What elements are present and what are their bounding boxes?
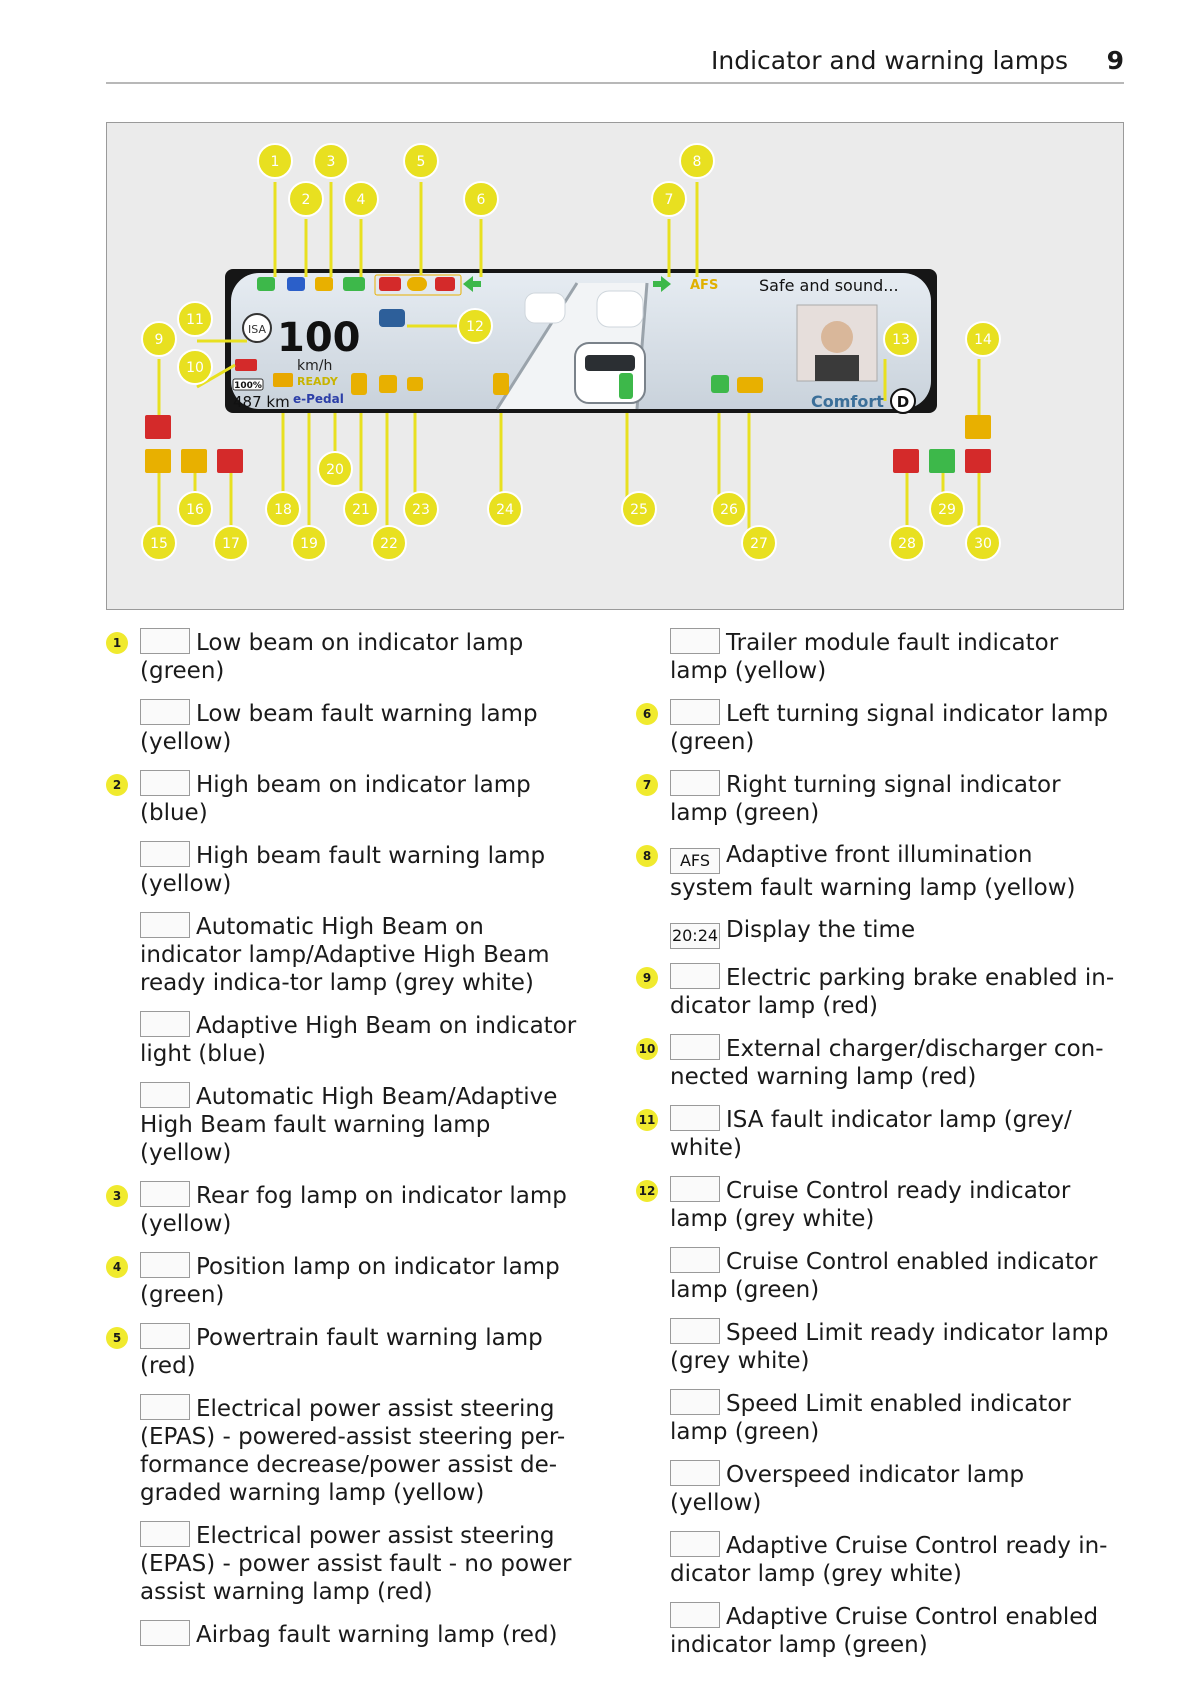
callout-6 xyxy=(464,182,498,216)
lamp-24 xyxy=(493,373,509,395)
legend-entry xyxy=(106,1252,586,1309)
callout-label: 20 xyxy=(326,462,344,478)
legend-text: ISA fault indicator lamp (grey/ white) xyxy=(670,1107,1072,1161)
callout-27 xyxy=(742,526,776,560)
legend-number-badge: 11 xyxy=(636,1109,658,1131)
lamp-25 xyxy=(619,373,633,399)
legend-text: Right turning signal indicator lamp (green) xyxy=(670,772,1061,826)
legend-text: Display the time xyxy=(726,917,916,943)
legend-entry xyxy=(106,841,586,898)
callout-15 xyxy=(142,526,176,560)
callout-label: 1 xyxy=(270,154,280,170)
own-car-icon xyxy=(575,343,645,403)
epas-warning-icon xyxy=(140,1394,190,1420)
lamp-22 xyxy=(379,375,397,393)
legend-entry xyxy=(106,912,586,997)
callout-label: 23 xyxy=(412,502,430,518)
legend-number-badge: 8 xyxy=(636,845,658,867)
callout-label: 8 xyxy=(692,154,702,170)
auto-high-beam-icon xyxy=(140,912,190,938)
callout-label: 9 xyxy=(154,332,164,348)
page-number: 9 xyxy=(1106,46,1124,75)
legend-text: Automatic High Beam on indicator lamp/Adaptive High Beam ready indica-tor lamp (grey white) xyxy=(140,914,550,996)
callout-18 xyxy=(266,492,300,526)
callout-20 xyxy=(318,452,352,486)
overspeed-icon xyxy=(670,1460,720,1486)
epas-fault-icon xyxy=(140,1521,190,1547)
lamp-30 xyxy=(965,449,991,473)
callout-label: 19 xyxy=(300,536,318,552)
legend-text: Cruise Control ready indicator lamp (grey white) xyxy=(670,1178,1071,1232)
legend-entry xyxy=(106,1082,586,1167)
callout-9 xyxy=(142,322,176,356)
legend-text: Adaptive High Beam on indicator light (blue) xyxy=(140,1013,577,1067)
callout-16 xyxy=(178,492,212,526)
legend-number-badge: 2 xyxy=(106,774,128,796)
isa-label: ISA xyxy=(248,323,266,336)
cluster-message: Safe and sound... xyxy=(759,276,899,295)
legend-number-badge: 9 xyxy=(636,967,658,989)
legend-entry xyxy=(106,770,586,827)
callout-4 xyxy=(344,182,378,216)
clock-icon: 20:24 xyxy=(670,923,720,949)
lamp-28 xyxy=(893,449,919,473)
callout-7 xyxy=(652,182,686,216)
high-beam-icon xyxy=(140,770,190,796)
callout-29 xyxy=(930,492,964,526)
callout-label: 6 xyxy=(476,192,486,208)
acc-enabled-icon xyxy=(670,1602,720,1628)
legend-entry xyxy=(636,1176,1116,1233)
high-beam-fault-icon xyxy=(140,841,190,867)
callout-label: 13 xyxy=(892,332,910,348)
cruise-ready-icon xyxy=(670,1176,720,1202)
own-car-windshield xyxy=(585,355,635,371)
legend-text: Low beam on indicator lamp (green) xyxy=(140,630,524,684)
epedal-indicator: e-Pedal xyxy=(293,392,344,406)
airbag-fault-icon xyxy=(140,1620,190,1646)
abs-lamp xyxy=(145,449,171,473)
legend-entry xyxy=(636,1602,1116,1659)
legend-text: Position lamp on indicator lamp (green) xyxy=(140,1254,560,1308)
legend-left-column xyxy=(106,628,586,1663)
lamp-29 xyxy=(929,449,955,473)
cluster-diagram xyxy=(107,123,1124,610)
isa-icon xyxy=(670,1105,720,1131)
rear-fog-lamp xyxy=(315,277,333,291)
callout-25 xyxy=(622,492,656,526)
callout-label: 14 xyxy=(974,332,992,348)
callout-label: 28 xyxy=(898,536,916,552)
callout-13 xyxy=(884,322,918,356)
legend-text: Trailer module fault indicator lamp (yellow) xyxy=(670,630,1059,684)
legend-text: Overspeed indicator lamp (yellow) xyxy=(670,1462,1025,1516)
battery-warning-icon xyxy=(273,373,293,387)
legend-text: Low beam fault warning lamp (yellow) xyxy=(140,701,538,755)
callout-label: 24 xyxy=(496,502,514,518)
callout-10 xyxy=(178,350,212,384)
afs-icon: AFS xyxy=(670,848,720,874)
legend-number-badge: 5 xyxy=(106,1327,128,1349)
callout-5 xyxy=(404,144,438,178)
callout-label: 15 xyxy=(150,536,168,552)
lamp-27 xyxy=(737,377,763,393)
low-beam-icon xyxy=(140,628,190,654)
powertrain-fault-icon xyxy=(140,1323,190,1349)
epas-lamp xyxy=(407,277,427,291)
legend-text: Adaptive Cruise Control enabled indicator lamp (green) xyxy=(670,1604,1099,1658)
legend-number-badge: 4 xyxy=(106,1256,128,1278)
callout-17 xyxy=(214,526,248,560)
legend-entry xyxy=(106,1620,586,1649)
range-value: 487 km xyxy=(233,393,290,411)
legend-text: Adaptive Cruise Control ready in-dicator lamp (grey white) xyxy=(670,1533,1108,1587)
legend-text: Airbag fault warning lamp (red) xyxy=(196,1622,558,1648)
callout-label: 3 xyxy=(326,154,336,170)
legend-number-badge: 3 xyxy=(106,1185,128,1207)
page-title: Indicator and warning lamps xyxy=(711,46,1068,75)
position-lamp-icon xyxy=(140,1252,190,1278)
speed-limit-enabled-icon xyxy=(670,1389,720,1415)
callout-23 xyxy=(404,492,438,526)
callout-22 xyxy=(372,526,406,560)
acc-ready-icon xyxy=(670,1531,720,1557)
lead-car-left-icon xyxy=(525,293,565,323)
callout-2 xyxy=(289,182,323,216)
instrument-cluster-figure xyxy=(106,122,1124,610)
legend-number-badge: 7 xyxy=(636,774,658,796)
cruise-enabled-icon xyxy=(670,1247,720,1273)
legend-entry xyxy=(636,1247,1116,1304)
legend-text: Automatic High Beam/Adaptive High Beam fault warning lamp (yellow) xyxy=(140,1084,558,1166)
legend-entry xyxy=(636,1034,1116,1091)
legend-entry xyxy=(106,1181,586,1238)
callout-label: 30 xyxy=(974,536,992,552)
callout-28 xyxy=(890,526,924,560)
callout-label: 11 xyxy=(186,312,204,328)
legend-number-badge: 6 xyxy=(636,703,658,725)
legend-number-badge: 12 xyxy=(636,1180,658,1202)
callout-30 xyxy=(966,526,1000,560)
lamp-17 xyxy=(217,449,243,473)
legend-text: Rear fog lamp on indicator lamp (yellow) xyxy=(140,1183,567,1237)
legend-text: Adaptive front illumination system fault warning lamp (yellow) xyxy=(670,842,1076,901)
callout-label: 22 xyxy=(380,536,398,552)
drive-mode: Comfort xyxy=(811,392,884,411)
legend-entry xyxy=(106,1521,586,1606)
legend-entry xyxy=(636,1318,1116,1375)
legend-entry xyxy=(106,1011,586,1068)
callout-label: 26 xyxy=(720,502,738,518)
charger-icon xyxy=(670,1034,720,1060)
position-lamp xyxy=(343,277,365,291)
legend-entry xyxy=(636,841,1116,902)
adaptive-high-beam-icon xyxy=(140,1011,190,1037)
callout-label: 2 xyxy=(301,192,311,208)
right-arrow-icon xyxy=(670,770,720,796)
lamp-23 xyxy=(407,377,423,391)
legend-text: Left turning signal indicator lamp (green) xyxy=(670,701,1109,755)
callout-label: 18 xyxy=(274,502,292,518)
left-arrow-icon xyxy=(670,699,720,725)
driver-shoulders xyxy=(815,355,859,381)
lead-car-icon xyxy=(597,291,643,327)
legend-text: Speed Limit enabled indicator lamp (green) xyxy=(670,1391,1071,1445)
legend-text: High beam on indicator lamp (blue) xyxy=(140,772,531,826)
legend-entry xyxy=(106,628,586,685)
legend-entry xyxy=(636,963,1116,1020)
callout-label: 21 xyxy=(352,502,370,518)
legend-text: Cruise Control enabled indicator lamp (green) xyxy=(670,1249,1098,1303)
lamp-14 xyxy=(965,415,991,439)
legend-right-column xyxy=(636,628,1116,1673)
legend-text: External charger/discharger con-nected warning lamp (red) xyxy=(670,1036,1104,1090)
legend-text: Speed Limit ready indicator lamp (grey white) xyxy=(670,1320,1109,1374)
callout-label: 16 xyxy=(186,502,204,518)
legend-entry xyxy=(636,1389,1116,1446)
afs-indicator: AFS xyxy=(690,278,719,293)
ready-indicator: READY xyxy=(297,375,338,388)
powertrain-fault-lamp xyxy=(379,277,401,291)
callout-19 xyxy=(292,526,326,560)
legend-entry xyxy=(636,628,1116,685)
callout-3 xyxy=(314,144,348,178)
callout-11 xyxy=(178,302,212,336)
legend-number-badge: 1 xyxy=(106,632,128,654)
callout-label: 17 xyxy=(222,536,240,552)
airbag-lamp xyxy=(435,277,455,291)
cruise-lamp xyxy=(379,309,405,327)
callout-label: 10 xyxy=(186,360,204,376)
charger-lamp xyxy=(235,359,257,371)
lamp-16 xyxy=(181,449,207,473)
callout-12 xyxy=(458,309,492,343)
speed-value: 100 xyxy=(277,315,361,361)
legend-text: Powertrain fault warning lamp (red) xyxy=(140,1325,543,1379)
legend-entry xyxy=(106,699,586,756)
low-beam-lamp xyxy=(257,277,275,291)
legend-number-badge: 10 xyxy=(636,1038,658,1060)
speed-unit: km/h xyxy=(297,358,333,374)
legend-entry xyxy=(636,916,1116,949)
callout-26 xyxy=(712,492,746,526)
callout-label: 4 xyxy=(356,192,366,208)
legend-text: Electrical power assist steering (EPAS) - powered-assist steering per-formance decrease/power assist de-graded warning lamp (yellow) xyxy=(140,1396,566,1506)
callout-14 xyxy=(966,322,1000,356)
legend-entry xyxy=(636,699,1116,756)
legend-entry xyxy=(106,1394,586,1507)
legend-entry xyxy=(636,1531,1116,1588)
callout-label: 29 xyxy=(938,502,956,518)
callout-label: 5 xyxy=(416,154,426,170)
low-beam-fault-icon xyxy=(140,699,190,725)
gear-value: D xyxy=(896,393,910,411)
page-header xyxy=(106,44,1124,84)
battery-percent: 100% xyxy=(234,381,262,391)
lamp-26 xyxy=(711,375,729,393)
legend-text: High beam fault warning lamp (yellow) xyxy=(140,843,546,897)
callout-21 xyxy=(344,492,378,526)
trailer-fault-icon xyxy=(670,628,720,654)
callout-label: 27 xyxy=(750,536,768,552)
high-beam-lamp xyxy=(287,277,305,291)
callout-label: 25 xyxy=(630,502,648,518)
legend-text: Electrical power assist steering (EPAS) - power assist fault - no power assist warning lamp (red) xyxy=(140,1523,572,1605)
callout-24 xyxy=(488,492,522,526)
legend-entry xyxy=(636,1460,1116,1517)
callout-label: 7 xyxy=(664,192,674,208)
lamp-21 xyxy=(351,373,367,395)
legend-entry xyxy=(106,1323,586,1380)
speed-limit-ready-icon xyxy=(670,1318,720,1344)
callout-label: 12 xyxy=(466,319,484,335)
parking-brake-icon xyxy=(670,963,720,989)
rear-fog-icon xyxy=(140,1181,190,1207)
auto-high-beam-fault-icon xyxy=(140,1082,190,1108)
legend-text: Electric parking brake enabled in-dicator lamp (red) xyxy=(670,965,1115,1019)
legend-entry xyxy=(636,770,1116,827)
callout-8 xyxy=(680,144,714,178)
driver-face xyxy=(821,321,853,353)
legend-entry xyxy=(636,1105,1116,1162)
parking-brake-lamp xyxy=(145,415,171,439)
callout-1 xyxy=(258,144,292,178)
